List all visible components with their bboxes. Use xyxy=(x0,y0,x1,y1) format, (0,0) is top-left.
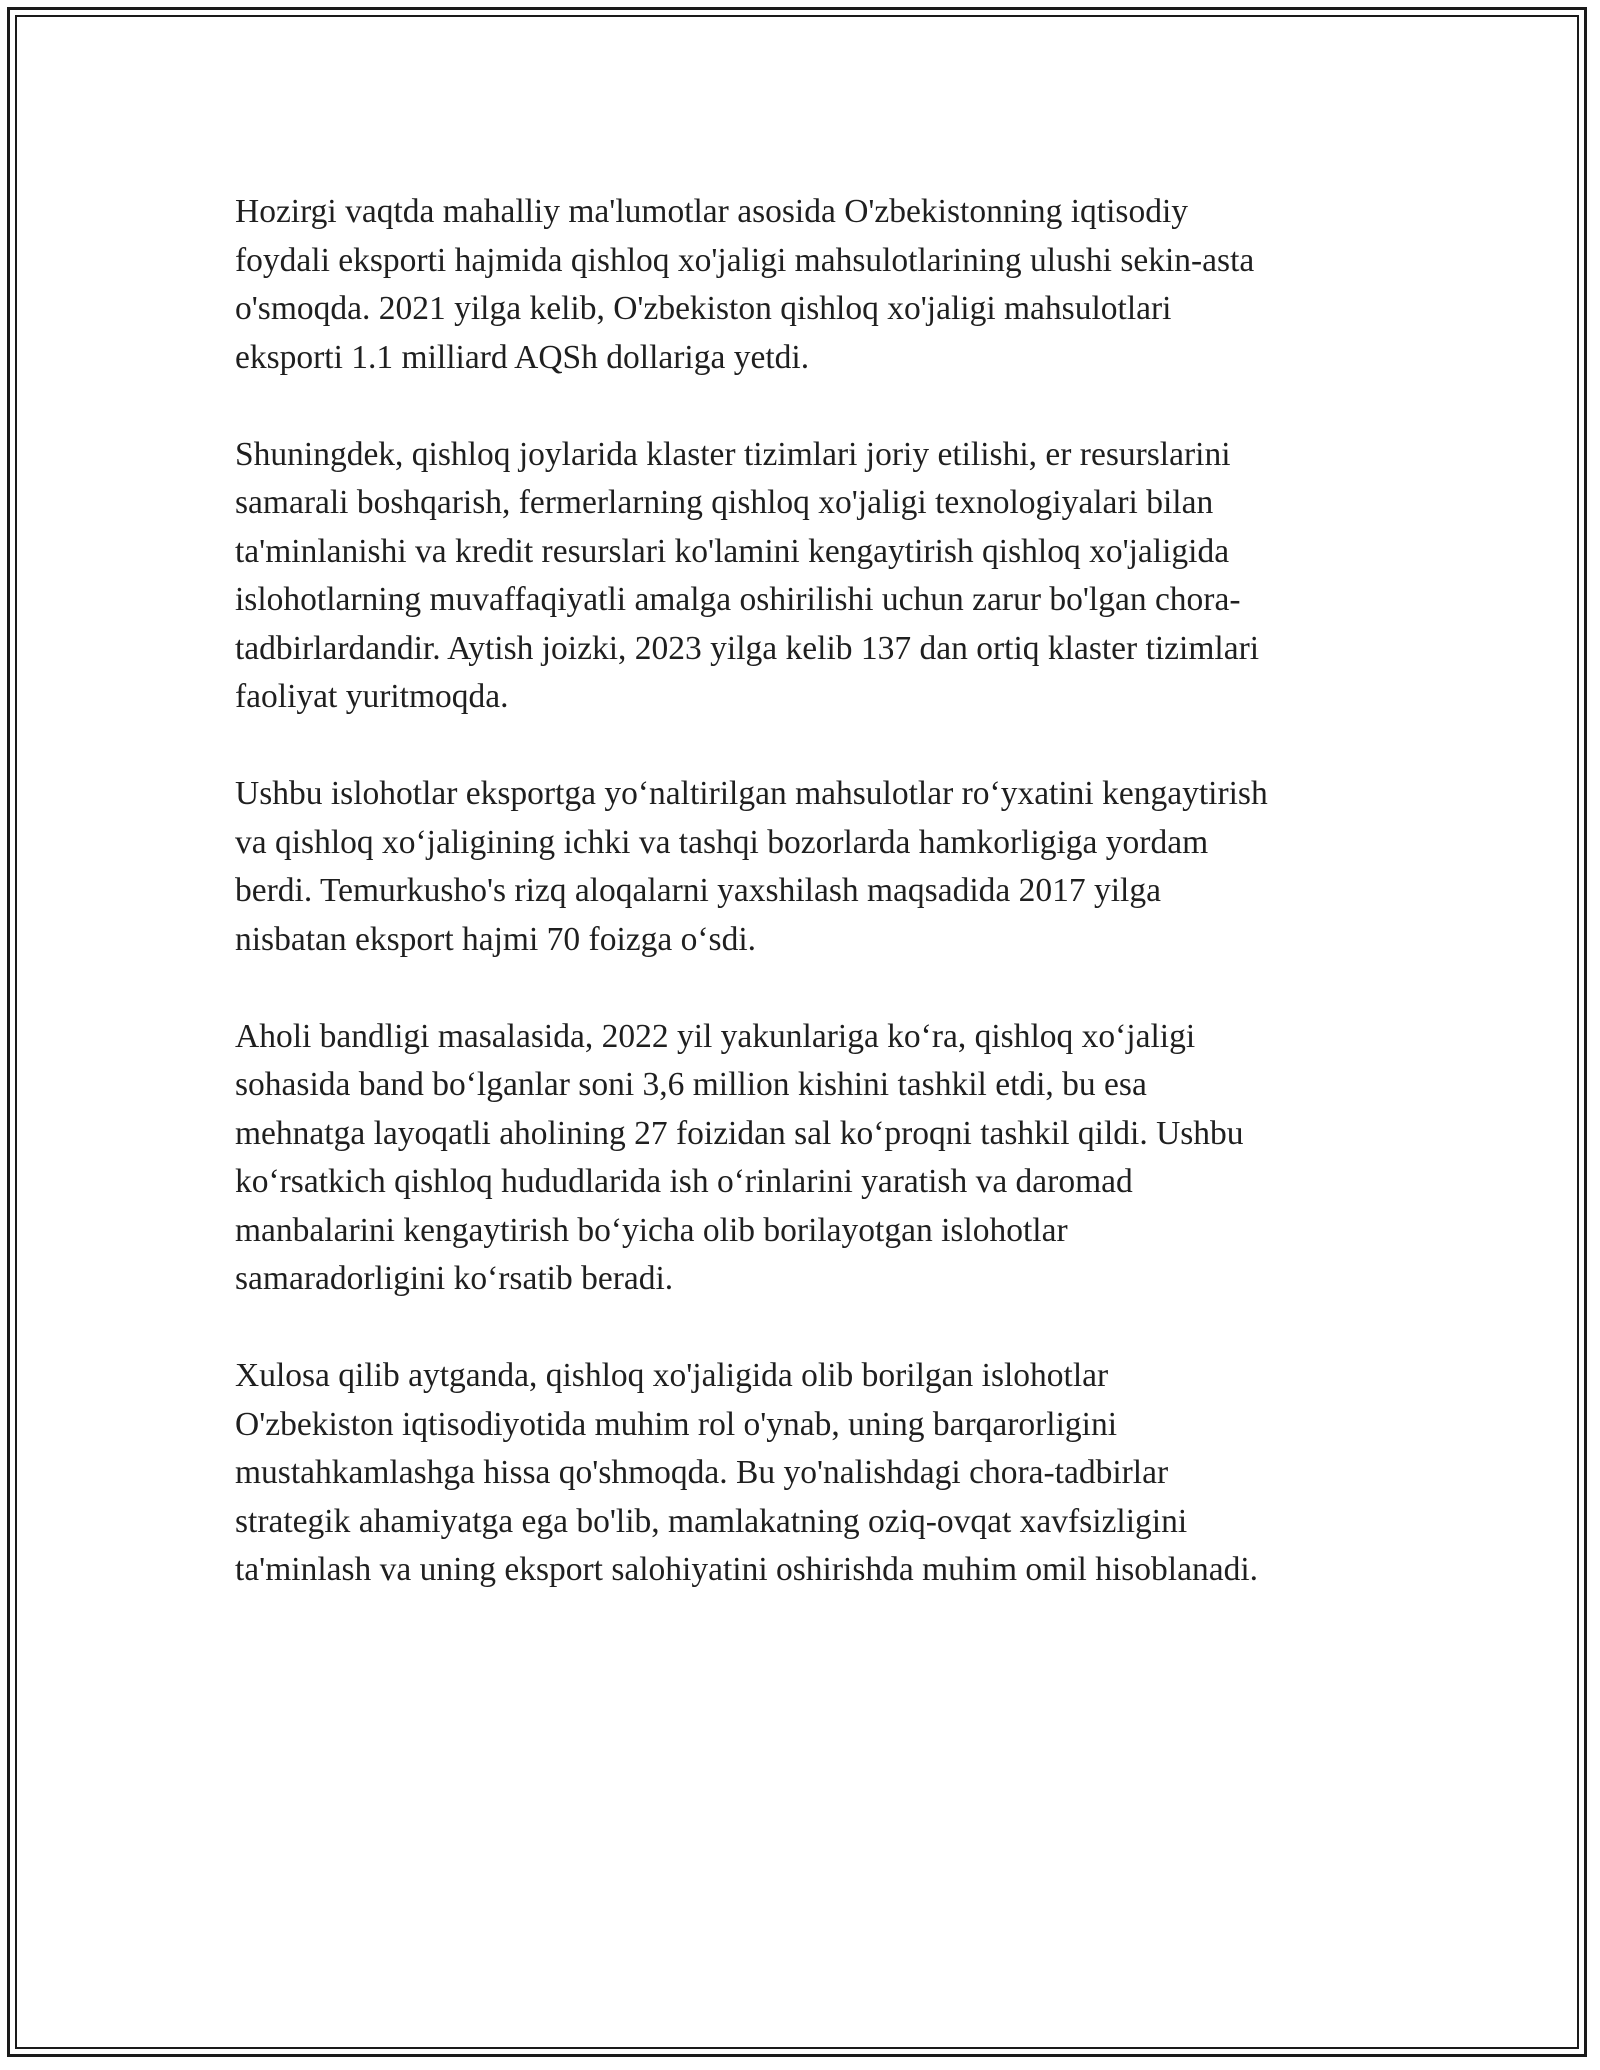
paragraph-export-share: Hozirgi vaqtda mahalliy ma'lumotlar asosida O'zbekistonning iqtisodiy foydali eksporti hajmida qishloq xo'jaligi mahsulotlarining ulushi sekin-asta o'smoqda. 2021 yilga kelib, O'zbekiston qishloq xo'jaligi mahsulotlari eksporti 1.1 milliard AQSh dollariga yetdi. xyxy=(235,193,1255,376)
paragraph-export-growth: Ushbu islohotlar eksportga yo‘naltirilgan mahsulotlar ro‘yxatini kengaytirish va qishloq xo‘jaligining ichki va tashqi bozorlarda hamkorligiga yordam berdi. Temurkusho's rizq aloqalarni yaxshilash maqsadida 2017 yilga nisbatan eksport hajmi 70 foizga o‘sdi. xyxy=(235,775,1268,958)
paragraph-cluster-systems: Shuningdek, qishloq joylarida klaster tizimlari joriy etilishi, er resurslarini samarali boshqarish, fermerlarning qishloq xo'jaligi texnologiyalari bilan ta'minlanishi va kredit resurslari ko'lamini kengaytirish qishloq xo'jaligida islohotlarning muvaffaqiyatli amalga oshirilishi uchun zarur bo'lgan chora- tadbirlardandir. Aytish joizki, 2023 yilga kelib 137 dan ortiq klaster tizimlari faoliyat yuritmoqda. xyxy=(235,435,1260,715)
document-body xyxy=(235,188,1375,1643)
paragraph-conclusion: Xulosa qilib aytganda, qishloq xo'jaligida olib borilgan islohotlar O'zbekiston iqtisodiyotida muhim rol o'ynab, uning barqarorligini mustahkamlashga hissa qo'shmoqda. Bu yo'nalishdagi chora-tadbirlar strategik ahamiyatga ega bo'lib, mamlakatning oziq-ovqat xavfsizligini ta'minlash va uning eksport salohiyatini oshirishda muhim omil hisoblanadi. xyxy=(235,1357,1259,1588)
paragraph-employment: Aholi bandligi masalasida, 2022 yil yakunlariga ko‘ra, qishloq xo‘jaligi sohasida band bo‘lganlar soni 3,6 million kishini tashkil etdi, bu esa mehnatga layoqatli aholining 27 foizidan sal ko‘proqni tashkil qildi. Ushbu ko‘rsatkich qishloq hududlarida ish o‘rinlarini yaratish va daromad manbalarini kengaytirish bo‘yicha olib borilayotgan islohotlar samaradorligini ko‘rsatib beradi. xyxy=(235,1017,1244,1297)
